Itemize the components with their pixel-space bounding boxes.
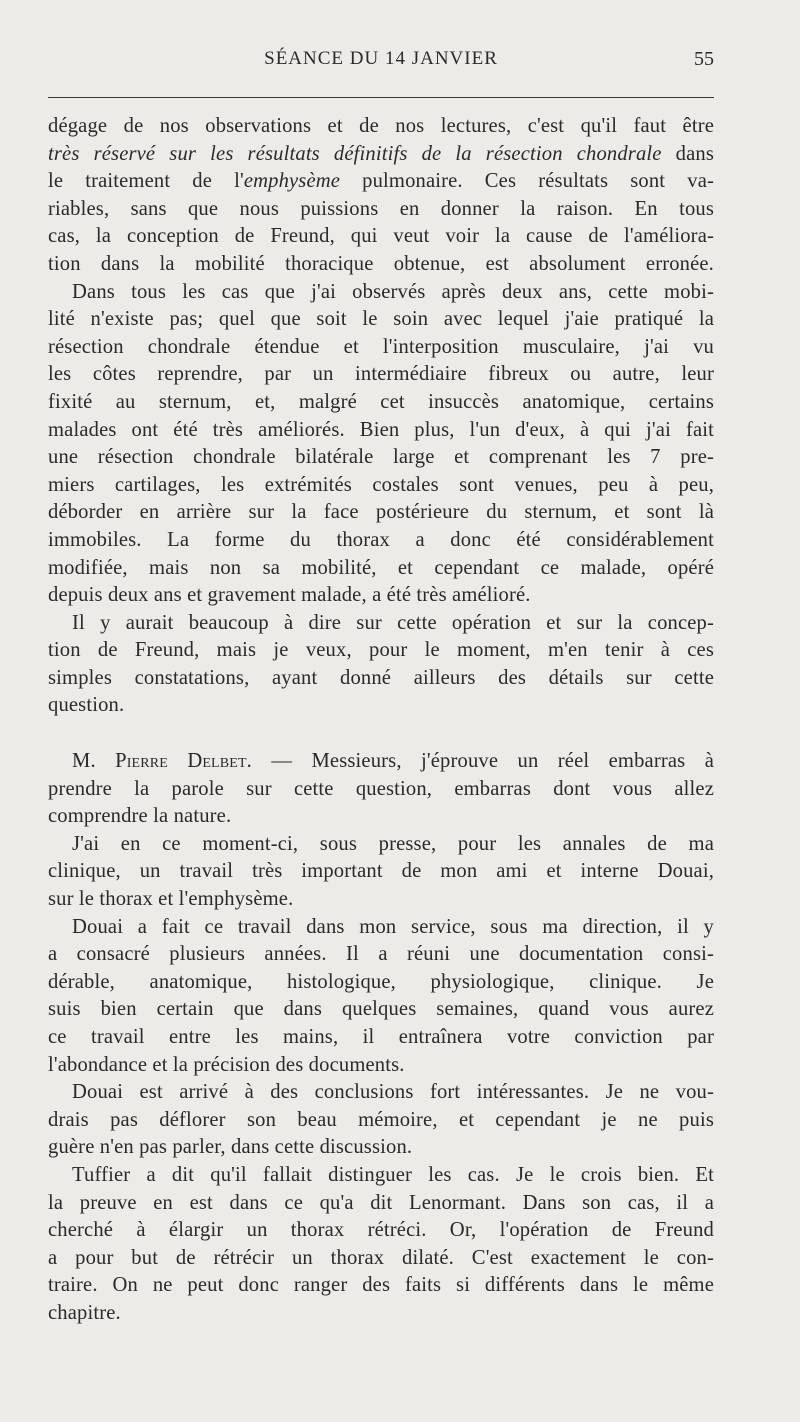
text-line: les côtes reprendre, par un intermédiaire fibreux ou autre, leur xyxy=(48,363,714,386)
paragraph-gap xyxy=(48,720,714,748)
text-line: dégage de nos observations et de nos lectures, c'est qu'il faut être xyxy=(48,115,714,137)
text-line xyxy=(48,168,714,196)
text-line: ce travail entre les mains, il entraînera votre conviction par xyxy=(48,1026,714,1048)
text-line: question. xyxy=(48,694,125,717)
text-line: tion dans la mobilité thoracique obtenue, est absolument erronée. xyxy=(48,252,714,275)
text-line: Douai est arrivé à des conclusions fort intéressantes. Je ne vou- xyxy=(72,1081,714,1104)
text-line: suis bien certain que dans quelques semaines, quand vous aurez xyxy=(48,998,714,1021)
text-line: depuis deux ans et gravement malade, a été très amélioré. xyxy=(48,584,531,607)
text-line: résection chondrale étendue et l'interposition musculaire, j'ai vu xyxy=(48,335,714,358)
text-line: comprendre la nature. xyxy=(48,805,232,828)
speaker-name: M. Pierre Delbet. xyxy=(72,750,252,773)
text-line: déborder en arrière sur la face postérieure du sternum, et sont là xyxy=(48,501,714,524)
text-line xyxy=(48,141,714,169)
text-line: Il y aurait beaucoup à dire sur cette opération et sur la concep- xyxy=(72,611,714,634)
text-line: modifiée, mais non sa mobilité, et cependant ce malade, opéré xyxy=(48,556,714,579)
text-line: cas, la conception de Freund, qui veut voir la cause de l'améliora- xyxy=(48,225,714,248)
text-line: sur le thorax et l'emphysème. xyxy=(48,888,294,911)
running-header xyxy=(48,48,714,88)
text-line: clinique, un travail très important de mon ami et interne Douai, xyxy=(48,860,714,883)
text-line: Dans tous les cas que j'ai observés après deux ans, cette mobi- xyxy=(72,280,714,303)
italic-phrase: très réservé sur les résultats définitifs de la résection chondrale xyxy=(48,142,662,165)
text-line: guère n'en pas parler, dans cette discussion. xyxy=(48,1136,413,1159)
text-line: a consacré plusieurs années. Il a réuni une documentation consi- xyxy=(48,943,714,966)
text-line: traire. On ne peut donc ranger des faits si différents dans le même xyxy=(48,1274,714,1297)
header-title: SÉANCE DU 14 JANVIER xyxy=(264,48,498,69)
text-line: tion de Freund, mais je veux, pour le moment, m'en tenir à ces xyxy=(48,639,714,662)
text-span: le traitement de l' xyxy=(48,170,244,193)
text-line: malades ont été très améliorés. Bien plus, l'un d'eux, à qui j'ai fait xyxy=(48,418,714,441)
text-line: a pour but de rétrécir un thorax dilaté. C'est exactement le con- xyxy=(48,1246,714,1269)
text-span: — Messieurs, j'éprouve un réel embarras à xyxy=(251,750,714,773)
text-span: dans xyxy=(661,142,715,165)
page-number: 55 xyxy=(694,48,714,70)
text-line: riables, sans que nous puissions en donner la raison. En tous xyxy=(48,197,714,220)
text-line: J'ai en ce moment-ci, sous presse, pour les annales de ma xyxy=(72,832,714,855)
header-rule xyxy=(48,97,714,98)
text-line: lité n'existe pas; quel que soit le soin avec lequel j'aie pratiqué la xyxy=(48,308,714,331)
italic-word: emphysème xyxy=(243,170,341,193)
text-line: prendre la parole sur cette question, embarras dont vous allez xyxy=(48,777,714,800)
text-line: drais pas déflorer son beau mémoire, et cependant je ne puis xyxy=(48,1108,714,1131)
text-line: dérable, anatomique, histologique, physiologique, clinique. Je xyxy=(48,970,714,993)
text-line: la preuve en est dans ce qu'a dit Lenormant. Dans son cas, il a xyxy=(48,1191,714,1214)
text-line: chapitre. xyxy=(48,1301,121,1324)
text-line: Douai a fait ce travail dans mon service, sous ma direction, il y xyxy=(72,915,714,938)
text-line: une résection chondrale bilatérale large et comprenant les 7 pre- xyxy=(48,446,714,469)
text-line: immobiles. La forme du thorax a donc été considérablement xyxy=(48,528,714,551)
text-line: cherché à élargir un thorax rétréci. Or, l'opération de Freund xyxy=(48,1219,714,1242)
body-text xyxy=(48,113,714,1328)
text-line: simples constatations, ayant donné ailleurs des détails sur cette xyxy=(48,666,714,689)
text-line: miers cartilages, les extrémités costales sont venues, peu à peu, xyxy=(48,473,714,496)
text-line: l'abondance et la précision des documents. xyxy=(48,1053,405,1076)
text-line: Tuffier a dit qu'il fallait distinguer les cas. Je le crois bien. Et xyxy=(72,1163,714,1186)
text-line xyxy=(48,748,714,776)
text-line: fixité au sternum, et, malgré cet insuccès anatomique, certains xyxy=(48,390,714,413)
text-span: pulmonaire. Ces résultats sont va- xyxy=(340,170,714,193)
